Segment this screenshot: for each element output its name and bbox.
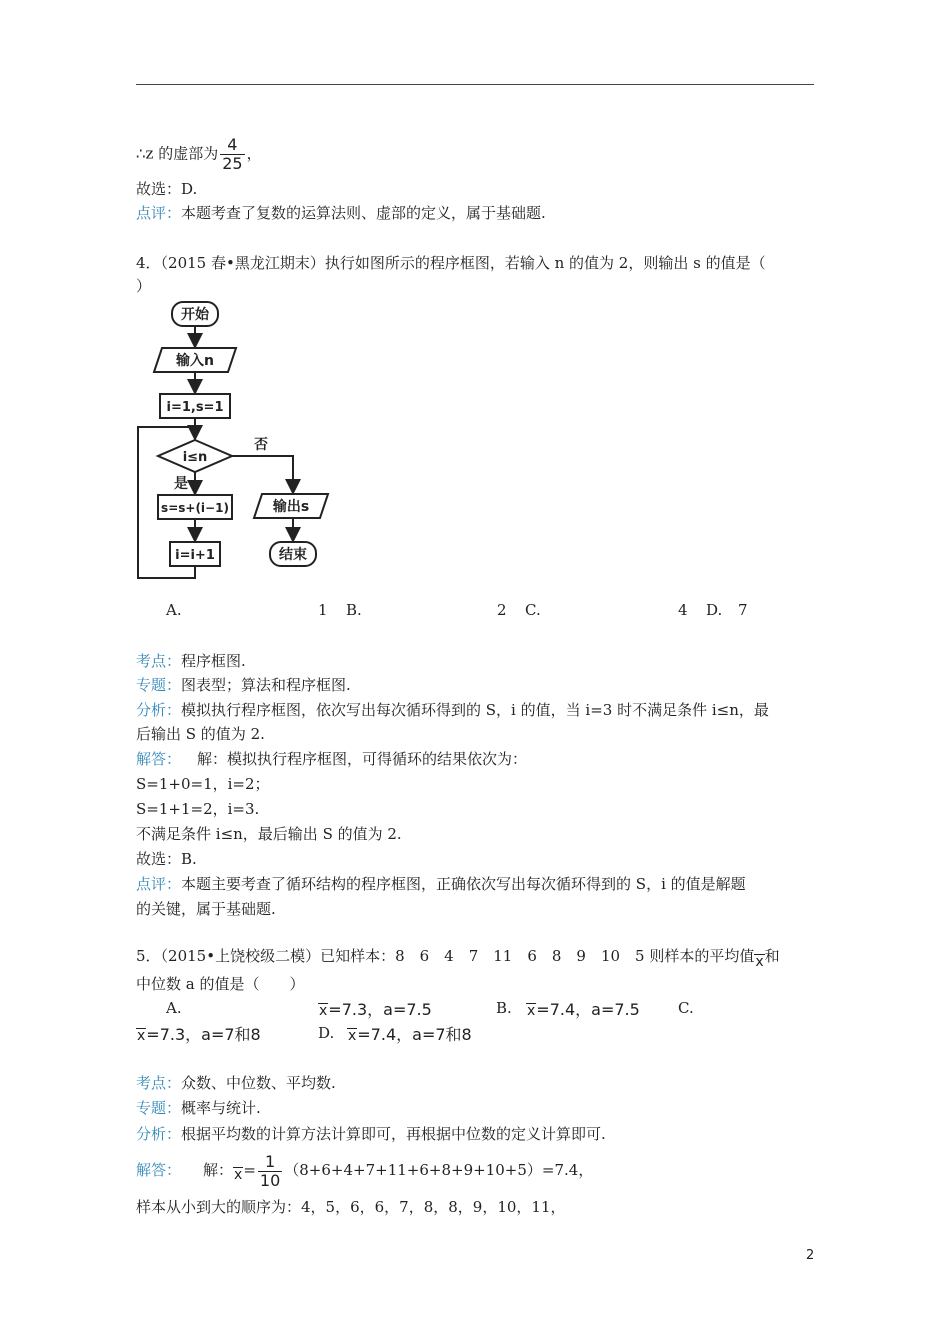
q4-option-d-label: D. bbox=[706, 601, 723, 619]
flowchart bbox=[130, 296, 340, 586]
q5-option-b-value: x=7.4，a=7.5 bbox=[527, 1000, 640, 1019]
header-rule bbox=[136, 84, 814, 85]
flow-start-label: 开始 bbox=[181, 307, 209, 323]
q4-stem-line1: 4．（2015 春•黑龙江期末）执行如图所示的程序框图，若输入 n 的值为 2，则输出 s 的值是（ bbox=[136, 254, 766, 272]
q4-dianping: 点评：本题主要考查了循环结构的程序框图，正确依次写出每次循环得到的 S，i 的值是解题 bbox=[136, 875, 746, 893]
flow-input-label: 输入n bbox=[176, 353, 214, 369]
q4-step-1: S=1+0=1，i=2； bbox=[136, 775, 270, 793]
q4-kaodian: 考点：程序框图. bbox=[136, 652, 246, 670]
q4-option-d-value: 7 bbox=[738, 601, 748, 619]
q5-option-a-value: x=7.3，a=7.5 bbox=[319, 1000, 432, 1019]
fraction-1-10: $\frac{1}{10}$ bbox=[259, 1151, 281, 1190]
q4-option-c-label: C. bbox=[525, 601, 541, 619]
xbar-symbol: x bbox=[234, 1167, 243, 1183]
q5-option-c-value: x=7.3，a=7和8 bbox=[137, 1025, 261, 1044]
flow-update-i-label: i=i+1 bbox=[175, 548, 215, 563]
q5-kaodian: 考点：众数、中位数、平均数. bbox=[136, 1074, 336, 1092]
q4-jieda: 解答： 解：模拟执行程序框图，可得循环的结果依次为： bbox=[136, 750, 528, 768]
q4-step-2: S=1+1=2，i=3. bbox=[136, 800, 260, 818]
page-number: 2 bbox=[806, 1248, 815, 1263]
q4-step-3: 不满足条件 i≤n，最后输出 S 的值为 2. bbox=[136, 825, 402, 843]
q4-fenxi-cont: 后输出 S 的值为 2. bbox=[136, 725, 265, 743]
flow-cond-label: i≤n bbox=[182, 450, 208, 465]
q5-option-a-label: A. bbox=[166, 999, 182, 1017]
flow-no-label: 否 bbox=[254, 437, 268, 453]
flow-output-label: 输出s bbox=[272, 499, 310, 515]
q5-option-b-label: B. bbox=[496, 999, 512, 1017]
q4-choose: 故选：B. bbox=[136, 850, 197, 868]
q4-stem-line2: ） bbox=[136, 277, 152, 295]
flow-init-label: i=1,s=1 bbox=[166, 400, 224, 415]
q4-option-b-label: B. bbox=[346, 601, 362, 619]
q4-fenxi: 分析：模拟执行程序框图，依次写出每次循环得到的 S，i 的值，当 i=3 时不满足条件 i≤n，最 bbox=[136, 701, 769, 719]
q5-stem-line2: 中位数 a 的值是（ ） bbox=[136, 975, 305, 993]
q4-option-c-value: 4 bbox=[678, 601, 688, 619]
q5-option-d-label: D. bbox=[318, 1024, 335, 1042]
flow-update-s-label: s=s+(i−1) bbox=[161, 501, 229, 515]
q4-option-a-label: A. bbox=[166, 601, 182, 619]
q5-stem-line1: 5．（2015•上饶校级二模）已知样本：8 6 4 7 11 6 8 9 10 5 则样本的平均值x和 bbox=[136, 947, 780, 970]
q5-option-c-label: C. bbox=[678, 999, 694, 1017]
q5-option-d-value: x=7.4，a=7和8 bbox=[348, 1025, 472, 1044]
q4-zhuanti: 专题：图表型；算法和程序框图. bbox=[136, 676, 351, 694]
q4-option-a-value: 1 bbox=[318, 601, 328, 619]
flow-yes-label: 是 bbox=[174, 476, 188, 492]
q5-zhuanti: 专题：概率与统计. bbox=[136, 1099, 261, 1117]
q4-dianping-cont: 的关键，属于基础题. bbox=[136, 900, 276, 918]
review-line: 点评：本题考查了复数的运算法则、虚部的定义，属于基础题. bbox=[136, 204, 546, 222]
xbar-symbol: x bbox=[755, 954, 764, 970]
imag-part-line: ∴z 的虚部为 $\frac{4}{25}$ ， bbox=[136, 135, 262, 173]
imag-part-prefix: ∴z 的虚部为 bbox=[136, 144, 219, 163]
q5-sorted-order: 样本从小到大的顺序为：4，5，6，6，7，8，8，9，10，11， bbox=[136, 1198, 566, 1216]
q5-jieda: 解答： 解：x= $\frac{1}{10}$ （8+6+4+7+11+6+8+9+10+5）=7.4， bbox=[136, 1151, 594, 1190]
flow-end-label: 结束 bbox=[279, 547, 307, 563]
fraction-4-25: $\frac{4}{25}$ bbox=[222, 135, 243, 173]
choose-d: 故选：D. bbox=[136, 180, 198, 198]
q5-fenxi: 分析：根据平均数的计算方法计算即可，再根据中位数的定义计算即可. bbox=[136, 1125, 606, 1143]
q4-option-b-value: 2 bbox=[497, 601, 507, 619]
